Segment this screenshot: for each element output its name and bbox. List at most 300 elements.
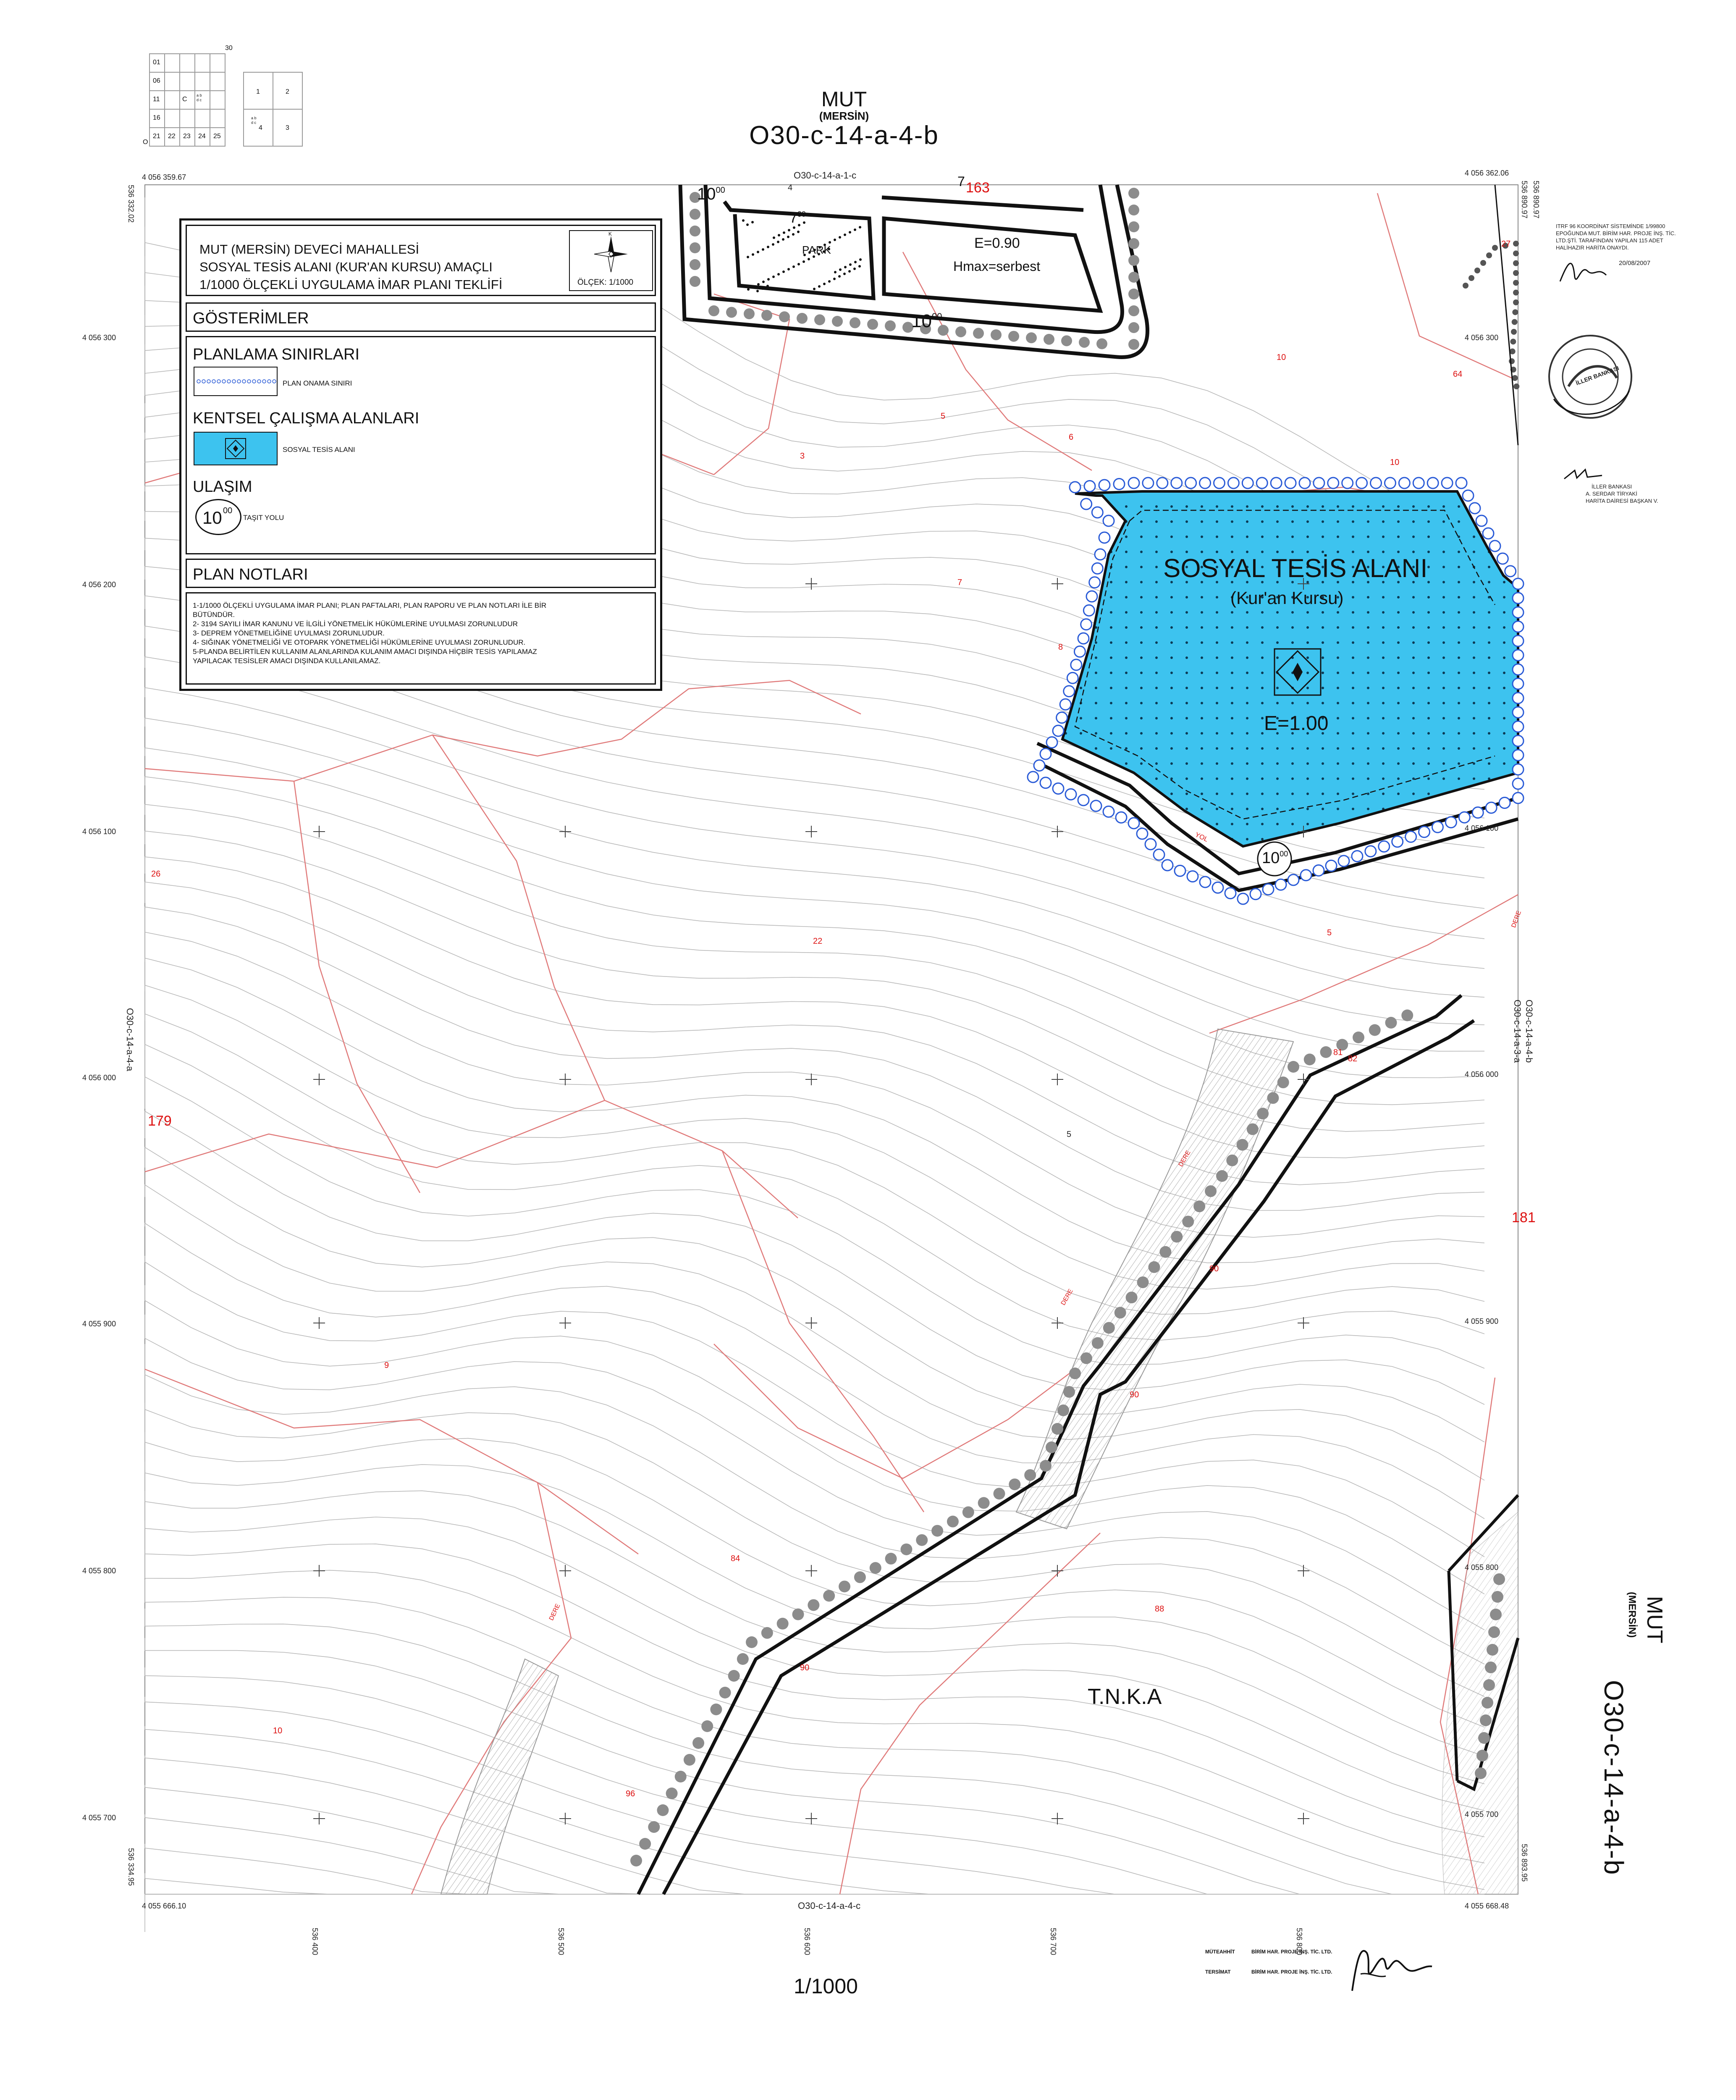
contour-line [145,1223,1484,1519]
plan-boundary-circle [1053,783,1064,794]
plan-boundary-circle [1513,764,1524,775]
ulasim-label: ULAŞIM [193,478,252,496]
plan-boundary-circle [1078,795,1089,806]
ne-dot [1512,319,1518,325]
road-top-value: 10 [911,311,932,331]
sosyal-tesis-swatch [194,432,278,465]
tree-circle [1044,334,1054,345]
tree-circle [1096,339,1107,349]
park-dot [849,231,851,234]
index-quad-3: 3 [286,124,289,131]
tree-circle [900,1544,912,1555]
plan-boundary-circle [1399,478,1410,488]
plan-boundary-circle [1469,503,1480,514]
park-dot [783,231,785,234]
park-dot [839,236,841,239]
tree-circle [850,318,860,328]
tree-circle [639,1838,651,1850]
tree-circle [1092,1337,1104,1349]
plan-boundary-circle [1445,817,1456,828]
index-row-25: 25 [213,133,221,140]
park-dot [762,248,764,251]
parcel-num: 88 [1155,1604,1164,1614]
tree-circle [1126,1292,1138,1303]
tree-circle [746,1636,758,1648]
plan-boundary-circle [1379,841,1390,852]
park-dot [808,290,810,293]
tree-circle [701,1720,713,1732]
plan-boundary-circle [1116,812,1127,823]
park-dot [777,273,780,276]
road-site-value: 10 [1262,849,1280,867]
park-dot [839,268,842,271]
tree-circle [1490,1609,1502,1620]
plan-boundary-circle [1392,836,1403,847]
index-corner: 30 [225,45,233,52]
tree-circle [648,1821,660,1833]
dere-label-4: DERE [1510,910,1523,929]
muteahhit-value: BİRİM HAR. PROJE İNŞ. TİC. LTD. [1251,1949,1332,1955]
park-dot [792,265,795,268]
parcel-num: 10 [1390,458,1400,467]
road-corner-sup: 00 [716,186,725,195]
plan-boundary-circle [1242,478,1253,488]
road-park-value: 7 [789,210,797,226]
x-bottom-2: 536 500 [557,1928,565,1956]
plan-boundary-circle [1371,478,1382,488]
tree-circle [761,310,772,321]
plan-boundary-circle [1103,515,1114,526]
contour-line [145,1520,1484,1837]
plan-boundary-circle [1200,478,1211,488]
approval-signature [1556,252,1623,290]
tree-circle [1257,1108,1269,1119]
tree-circle [1128,305,1139,316]
road-width-value: 10 [202,508,222,528]
ne-dot [1486,252,1492,258]
plan-boundary-circle [1432,822,1443,832]
tree-circle [666,1788,678,1799]
park-dot [844,266,847,268]
index-quad-2: 2 [286,88,289,95]
plan-boundary-circle [1513,607,1524,618]
park-dot [757,251,759,253]
plan-boundary-circle [1225,888,1236,899]
tree-circle [854,1571,866,1583]
tree-circle [1128,221,1139,232]
plan-boundary-circle [1263,884,1274,895]
legend-items-box [186,336,656,554]
y-left-6: 4 055 800 [82,1567,116,1575]
plan-boundary-circle [1212,882,1223,893]
tree-circle [657,1804,669,1816]
contour-line [145,1844,1484,1894]
stamp-line: HALİHAZIR HARİTA ONAYDI. [1556,244,1629,251]
plan-boundary-circle [1086,591,1097,602]
index-row-21: 21 [153,133,160,140]
park-dot [767,278,770,281]
park-dot [838,275,841,278]
plan-boundary-circle [1057,712,1067,723]
north-block-hmax: Hmax=serbest [953,259,1041,274]
tree-circle [1475,1767,1487,1779]
tree-circle [690,242,700,253]
vertical-province: (MERSİN) [1626,1592,1638,1638]
index-grid [149,54,302,146]
y-left-1: 4 056 300 [82,333,116,342]
plan-boundary-circle [1081,499,1092,509]
tree-circle [744,308,755,319]
ne-dot [1513,383,1519,389]
tree-circle [1476,1750,1488,1761]
park-dot [782,238,784,241]
contour-line [145,1550,1484,1863]
gosterimler-header [186,302,656,332]
road-park-sup: 00 [797,210,806,218]
tree-circle [692,1737,704,1749]
ne-dot [1463,283,1469,289]
plan-boundary-circle [1089,577,1100,588]
tree-circle [1205,1185,1217,1197]
park-dot [761,287,764,290]
note-line: 5-PLANDA BELİRTİLEN KULLANIM ALANLARINDA KULANIM AMACI DIŞINDA HİÇBİR TESİS YAPILAMAZ [193,648,537,656]
dere-label-2: DERE [1059,1288,1075,1307]
tree-circle [1159,1246,1171,1258]
parcel-num: 6 [1069,433,1074,442]
plan-boundary-circle [1456,478,1467,488]
stamp-line: LTD.ŞTİ. TARAFINDAN YAPILAN 115 ADET [1556,237,1663,244]
contour-line [145,958,1484,1263]
park-dot [787,236,789,238]
north-arrow-box [569,230,653,291]
tree-circle [797,313,808,324]
park-dot [833,278,836,280]
plan-boundary-circle [1154,849,1164,860]
note-line: 1-1/1000 ÖLÇEKLİ UYGULAMA İMAR PLANI; PLAN PAFTALARI, PLAN RAPORU VE PLAN NOTLARI İLE BİR [193,601,547,609]
tree-circle [1069,1368,1081,1379]
contour-line [145,1873,1484,1894]
plan-boundary-circle [1145,839,1156,850]
tree-circle [690,276,700,287]
plan-boundary-circle [1513,678,1524,689]
tree-circle [808,1599,819,1611]
park-dot [762,281,765,283]
road-side-width: 7 [957,174,965,189]
neighbor-left: O30-c-14-a-4-a [125,1008,135,1071]
ne-dot [1492,245,1498,251]
tree-circle [777,1618,789,1630]
index-origin: O [143,139,148,146]
park-dot [742,219,745,222]
legend-title-1: MUT (MERSİN) DEVECİ MAHALLESİ [199,242,420,257]
plan-boundary-circle [1078,633,1089,644]
plan-boundary-circle [1238,893,1248,904]
site-far: E=1.00 [1264,712,1329,735]
plan-boundary-circle [1081,619,1092,630]
contour-line [145,1726,1484,1894]
tree-circle [1480,1714,1492,1726]
index-row-01: 01 [153,59,160,66]
coord-bottom-right: 4 055 668.48 [1465,1902,1509,1910]
plan-boundary-circle [1486,802,1497,813]
ne-dot [1480,260,1486,266]
header-city: MUT [821,87,867,111]
tree-circle [1492,1591,1503,1603]
park-dot [793,226,795,229]
tree-circle [1288,1061,1299,1073]
plan-boundary-circle [1067,672,1078,683]
tersimat-value: BİRİM HAR. PROJE İNŞ. TİC. LTD. [1251,1969,1332,1975]
bank-line: İLLER BANKASI [1592,483,1632,490]
ne-dot [1513,280,1519,286]
plan-boundary-circle [1034,760,1045,771]
road-site-sup: 00 [1280,850,1288,858]
park-dot [757,283,760,286]
dere-label-1: DERE [1177,1149,1192,1168]
plan-boundary-circle [1228,478,1239,488]
plan-boundary-circle [1328,478,1339,488]
park-dot [778,234,780,236]
plan-notes [193,601,546,666]
plan-boundary-circle [1427,478,1438,488]
contour-line [145,1256,1484,1557]
park-dot [848,270,851,273]
y-left-2: 4 056 200 [82,580,116,589]
contour-line [145,1697,1484,1894]
index-row-11: 11 [153,96,160,103]
park-dot [752,286,755,288]
bank-line: HARİTA DAİRESİ BAŞKAN V. [1586,498,1658,504]
plan-boundary-circle [1513,650,1524,661]
tree-circle [870,1562,881,1574]
note-line: 2- 3194 SAYILI İMAR KANUNU VE İLGİLİ YÖNETMELİK HÜKÜMLERİNE UYULMASI ZORUNLUDUR [193,620,518,628]
bank-signature [1562,466,1604,483]
plan-boundary-circle [1497,553,1508,564]
park-dot [756,290,759,292]
park-dot [808,258,810,260]
tree-circle [1304,1054,1316,1066]
park-dot [802,260,805,263]
plan-boundary-circle [1099,532,1110,543]
plan-boundary-circle [1275,879,1286,890]
park-dot [849,263,852,266]
plan-boundary-circle [1513,621,1524,632]
plan-boundary-circle [1092,507,1103,518]
y-left-3: 4 056 100 [82,827,116,836]
tree-circle [1478,1732,1490,1744]
parcel-num: 4 [788,183,793,192]
tree-circle [1488,1626,1500,1638]
neighbor-bottom: O30-c-14-a-4-c [798,1900,861,1911]
park-dot [823,283,826,285]
tersimat-label: TERSİMAT [1205,1969,1231,1975]
tree-circle [962,1507,974,1518]
plan-boundary-circle [1489,541,1500,551]
plan-onama-swatch-icon [194,368,277,395]
plan-boundary-circle [1476,515,1487,526]
vertical-sheet-wrap [1598,1680,1629,1876]
index-cell-c: C [182,96,187,103]
park-dot [751,221,754,223]
plan-boundary-circle [1071,659,1082,670]
road-top-sup: 00 [931,311,942,322]
tree-circle [973,328,984,339]
coord-top-right: 4 056 362.06 [1465,169,1509,177]
tree-circle [1128,238,1139,249]
parcel-num: 7 [957,578,962,587]
y-right-2: 4 056 100 [1465,824,1499,832]
plan-boundary-circle [1499,798,1510,808]
park-dot [772,243,774,246]
yol-label: YOL [1194,831,1209,844]
plan-boundary-circle [1338,856,1349,866]
bank-seal [1545,332,1636,422]
plan-boundary-circle [1299,478,1310,488]
coord-left-bottom-x: 536 334.95 [127,1848,135,1886]
contour-line [145,1045,1484,1340]
neighbor-right: O30-c-14-a-3-a [1512,1000,1523,1063]
tree-circle [885,1553,897,1564]
road-corner-value: 10 [697,185,716,203]
tree-circle [684,1754,695,1766]
plan-boundary-circle [1095,549,1106,560]
tree-circle [1079,337,1090,348]
tree-circle [993,1488,1005,1499]
road-top-width [911,311,942,332]
contour-line [145,1147,1484,1442]
tree-circle [839,1580,850,1592]
contour-line [145,1403,1484,1727]
plan-boundary-circle [1074,646,1085,657]
coord-bottom-left: 4 055 666.10 [142,1902,186,1910]
legend-title-3: 1/1000 ÖLÇEKLİ UYGULAMA İMAR PLANI TEKLİFİ [199,277,503,292]
parcel-num: 96 [626,1789,635,1798]
coord-top-left: 4 056 359.67 [142,173,186,181]
contour-line [145,1491,1484,1811]
park-dot [828,280,831,283]
road-site-width [1262,849,1288,867]
coord-left-top-x: 536 332.02 [127,185,135,223]
plan-boundary-circle [1171,478,1182,488]
plan-boundary-circle [1137,828,1148,839]
north-label: K [608,231,612,237]
tree-circle [1216,1170,1228,1182]
plan-boundary-circle [1040,777,1051,788]
tree-circle [728,1670,740,1682]
contour-line [145,1638,1484,1894]
tree-circle [1226,1155,1238,1166]
parcel-num: 10 [273,1726,283,1735]
bank-signature-block [1562,466,1671,504]
tree-circle [779,311,790,322]
parcel-181: 181 [1512,1210,1536,1226]
tree-circle [1103,1322,1115,1334]
plan-boundary-circle [1326,860,1337,871]
park-dot [854,228,856,231]
tree-circle [1237,1139,1248,1151]
park-dot [834,239,836,241]
park-dot [773,236,775,239]
park-dot [858,265,861,268]
park-dot [859,258,862,261]
road-park-width [789,210,806,226]
legend-title-2: SOSYAL TESİS ALANI (KUR'AN KURSU) AMAÇLI [199,260,493,274]
note-line: 3- DEPREM YÖNETMELİĞİNE UYULMASI ZORUNLUDUR. [193,629,385,637]
plan-boundary-circle [1513,635,1524,646]
park-dot [746,223,749,226]
contour-line [145,1373,1484,1697]
plan-onama-swatch [194,367,278,396]
tree-circle [1128,272,1139,283]
tree-circle [710,1704,722,1715]
plan-boundary-circle [1513,750,1524,761]
park-dot [844,234,846,236]
parcel-num: 3 [800,452,805,461]
plan-notlari-label: PLAN NOTLARI [193,566,308,583]
plan-boundary-circle [1365,846,1376,857]
north-arrow-icon [570,231,652,277]
site-area [1062,491,1518,846]
park-dot [853,268,856,270]
plan-boundary-circle [1513,593,1524,604]
plan-boundary-circle [1091,801,1101,811]
ne-dot [1512,309,1518,315]
parcel-num: 90 [800,1663,810,1672]
ne-dot [1474,268,1480,273]
tree-circle [1063,1386,1075,1398]
plan-boundary-circle [1342,478,1353,488]
plan-boundary-circle [1060,699,1071,710]
plan-boundary-circle [1099,480,1110,491]
park-dot [752,253,754,256]
tree-circle [1128,188,1139,199]
road-width-symbol [195,499,241,535]
plan-boundary-circle [1185,478,1196,488]
tree-circle [1040,1460,1052,1472]
tree-circle [1128,322,1139,333]
tree-circle [885,320,896,331]
plan-boundary-circle [1483,528,1494,539]
parcel-num: 5 [941,412,946,421]
tree-circle [1148,1261,1160,1273]
tree-circle [916,1534,928,1546]
ne-dot [1511,329,1517,335]
tree-circle [690,209,700,220]
plan-boundary-circle [1513,735,1524,746]
vertical-province-wrap [1626,1592,1638,1638]
north-block-far: E=0.90 [974,235,1020,251]
vertical-sheet-title [1642,1596,1667,1643]
park-dot [767,246,769,248]
tree-circle [1369,1024,1381,1036]
tree-circle [1052,1423,1063,1435]
tree-circle [1128,205,1139,215]
tree-circle [823,1590,835,1601]
legend-title-box [186,225,656,296]
index-quad-sub: a b d c [251,116,257,125]
index-cell-c-sub: a b d c [197,93,202,102]
note-line: BÜTÜNDÜR. [193,611,235,619]
seal-text: İLLER BANKASI [1575,365,1620,387]
plan-boundary-circle [1092,563,1103,574]
plan-boundary-circle [1463,490,1474,501]
plan-boundary-circle [1028,772,1038,782]
ne-dot [1513,241,1519,247]
park-dot [843,273,846,275]
neighbor-right2: O30-c-14-a-4-b [1524,1000,1534,1063]
park-dot [747,256,749,258]
tree-circle [1128,255,1139,266]
